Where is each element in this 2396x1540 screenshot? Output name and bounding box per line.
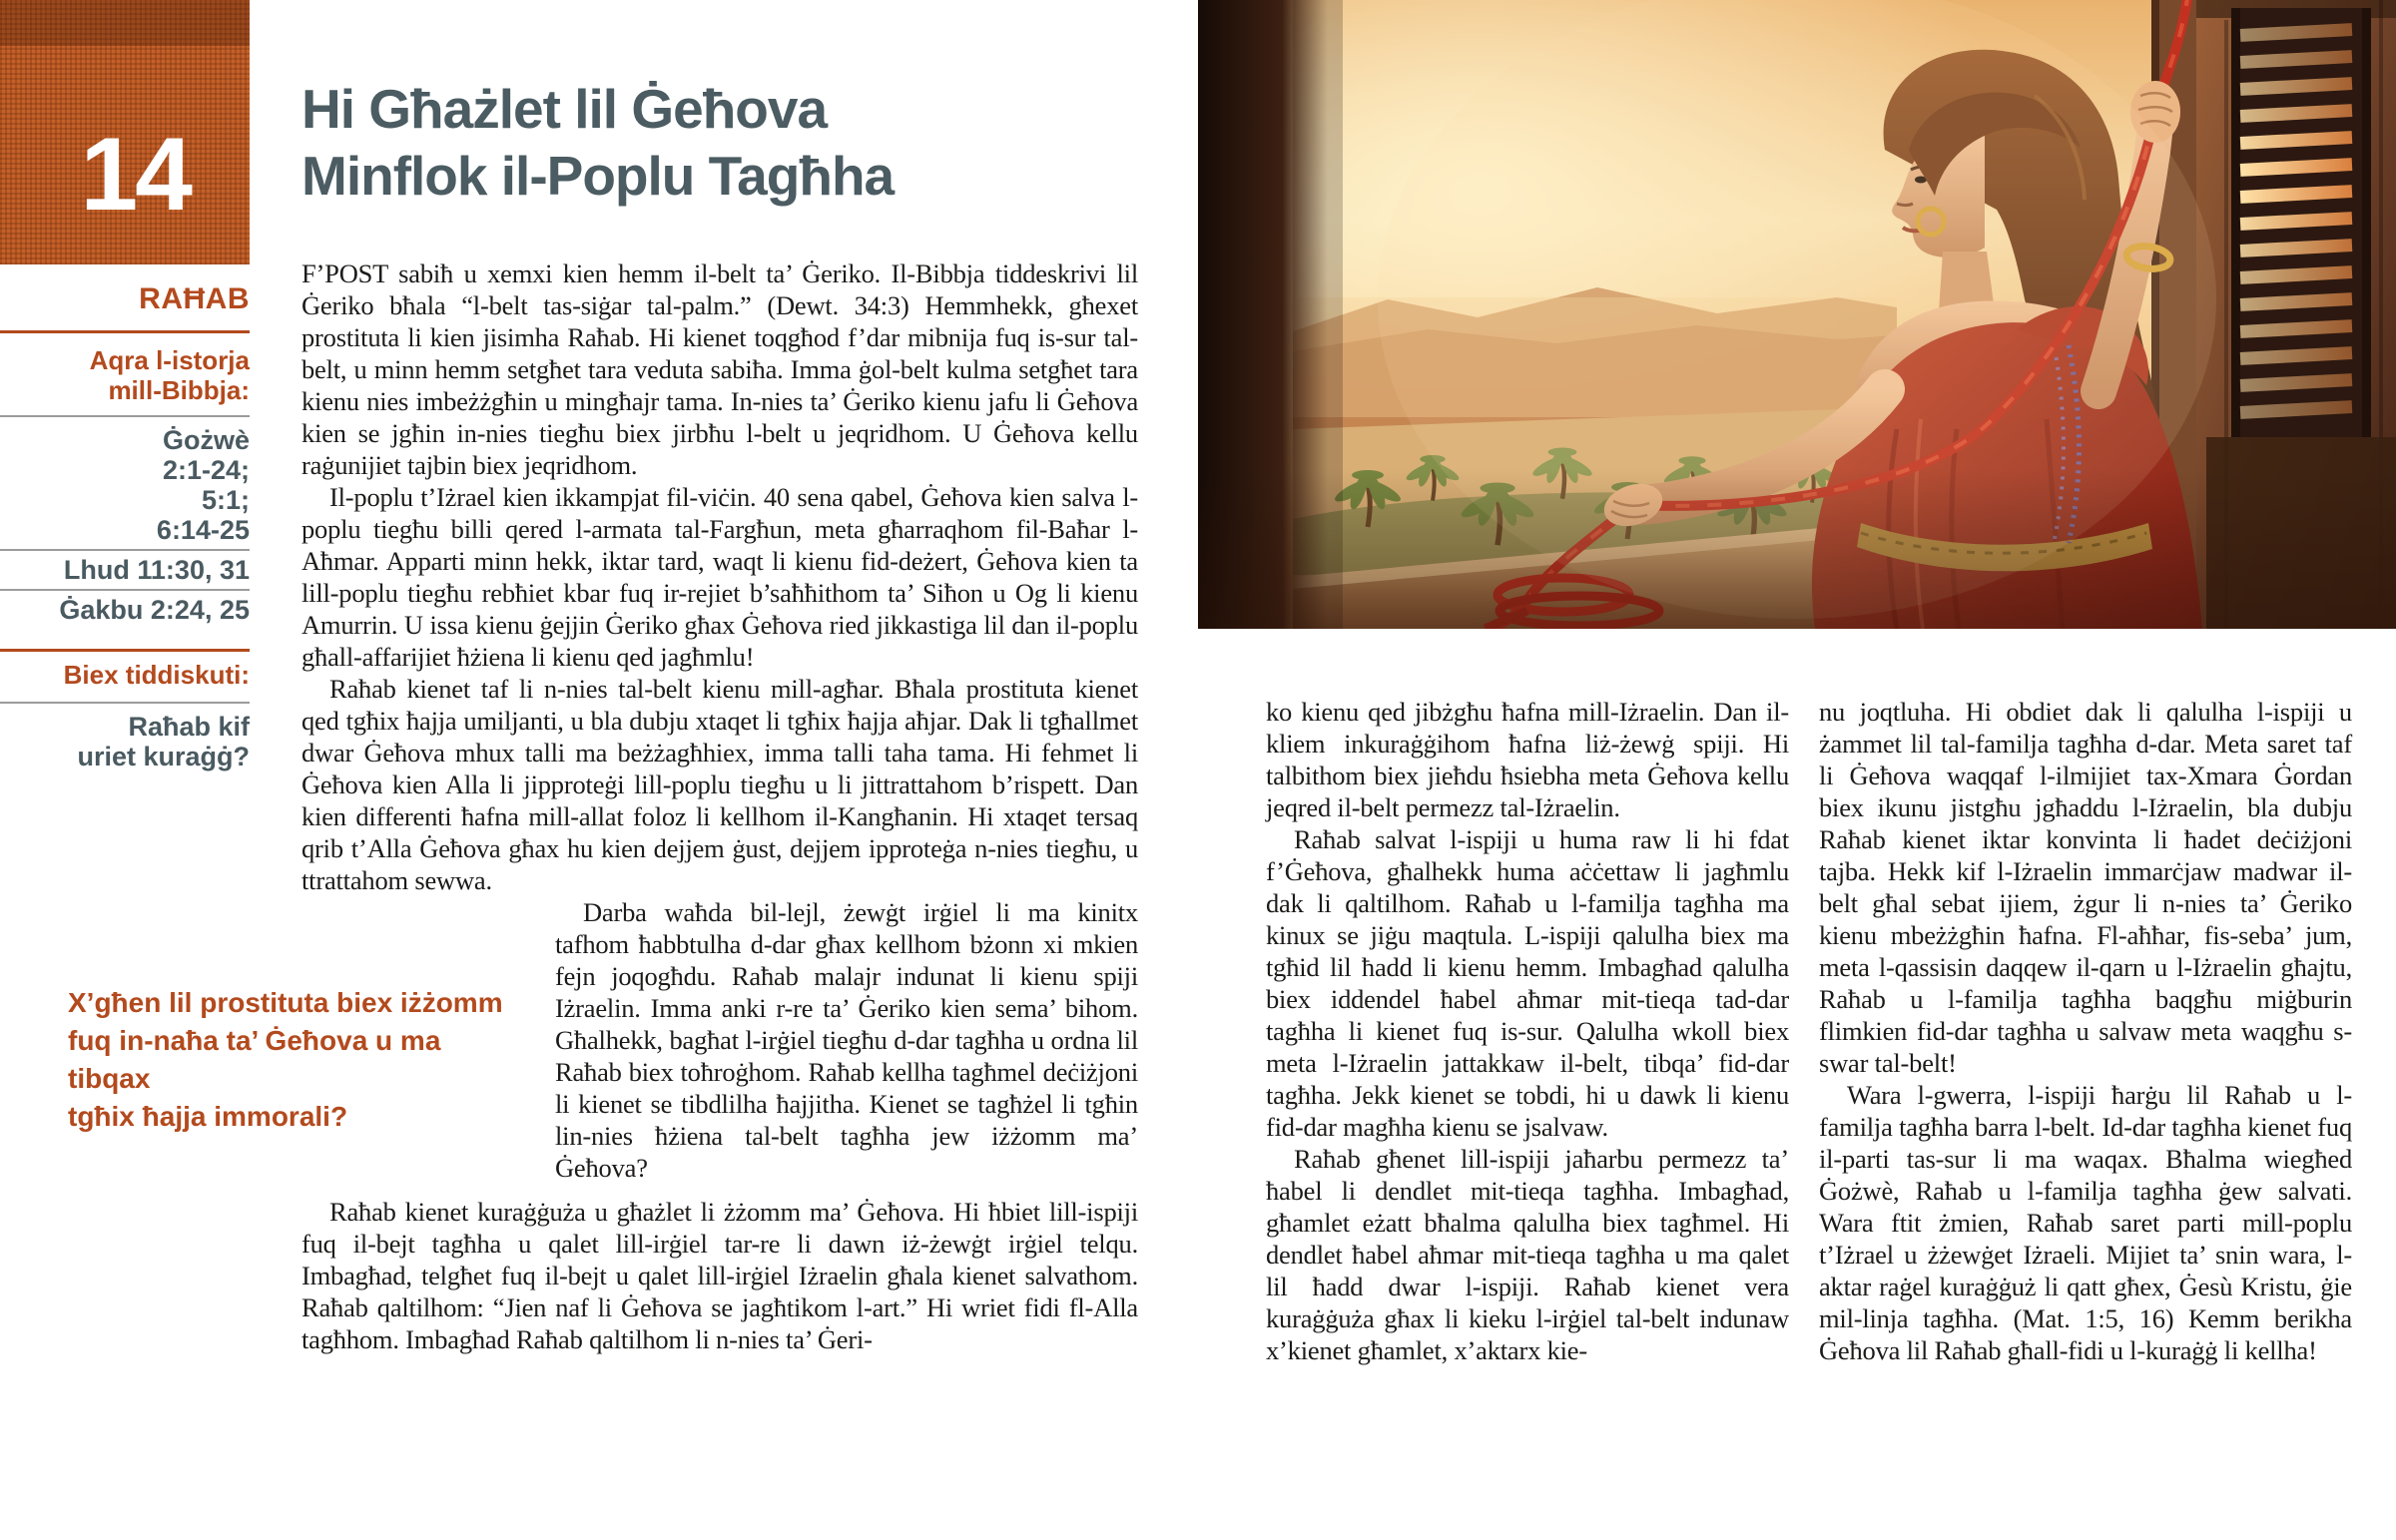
divider <box>0 549 250 551</box>
page-title-line: Minflok il-Poplu Tagħha <box>301 145 895 207</box>
paragraph: ko kienu qed jibżgħu ħafna mill-Iżraelin. Dan il-kliem inkuraġġihom ħafna liż-żewġ spiji. Hi talbithom biex jieħdu ħsiebha meta Ġeħova kellu jeqred il-belt permezz tal-Iżraelin. <box>1266 697 1789 822</box>
paragraph: Wara l-gwerra, l-ispiji ħarġu lil Raħab u l-familja tagħha barra l-belt. Id-dar tagħha kienet fuq il-parti tas-sur li ma waqax. Bħalma wiegħed Ġożwè, Raħab u l-familja tagħha ġew salvati. Wara ftit żmien, Raħab saret parti mill-poplu t’Iżrael u żżewġet Iżraeli. Mijiet ta’ snin wara, l-aktar raġel kuraġġuż li qatt għex, Ġesù Kristu, ġie mil-linja tagħha. (Mat. 1:5, 16) Kemm berikha Ġeħova lil Raħab għall-fidi u l-kuraġġ li kellha! <box>1819 1080 2352 1365</box>
scripture-ref-james: Ġakbu 2:24, 25 <box>59 595 250 625</box>
pull-quote-line: tgħix ħajja immorali? <box>68 1101 348 1132</box>
discussion-question-line: Raħab kif <box>128 712 250 742</box>
pull-quote-line: X’għen lil prostituta biex iżżomm <box>68 987 503 1018</box>
paragraph: Raħab kienet kuraġġuża u għażlet li żżomm ma’ Ġeħova. Hi ħbiet lill-ispiji fuq il-bejt tagħha u qalet lill-irġiel tar-re li dawn iż-żewġt irġiel telqu. Imbagħad, telgħet fuq il-bejt u qalet lill-irġiel Iżraelin għala kienet salvathom. Raħab qaltilhom: “Jien naf li Ġeħova se jagħtikom l-art.” Hi wriet fidi fl-Alla tagħhom. Imbagħad Raħab qaltilhom li n-nies ta’ Ġeri- <box>301 1197 1138 1354</box>
chapter-number: 14 <box>80 117 190 233</box>
read-bible-label-line: mill-Bibbja: <box>108 375 250 405</box>
pull-quote-block <box>68 896 555 1196</box>
discussion-question <box>0 712 250 771</box>
sidebar <box>0 264 250 771</box>
shutter-slats <box>2240 23 2353 419</box>
scripture-ref-line: 5:1; <box>201 485 250 515</box>
person-name: RAĦAB <box>139 282 250 315</box>
paragraph: Raħab għenet lill-ispiji jaħarbu permezz ta’ ħabel li dendlet mit-tieqa tagħha. Imbagħad, għamlet eżatt bħalma qalulha biex tagħmel. Hi dendlet ħabel aħmar mit-tieqa tagħha u ma qalet lil ħadd dwar l-ispiji. Raħab kienet vera kuraġġuża għax li kieku l-irġiel tal-belt indunaw x’kienet għamlet, x’aktarx kie- <box>1266 1144 1789 1365</box>
scripture-ref-line: Ġożwè <box>162 425 250 455</box>
rahab-window-illustration <box>1198 0 2396 629</box>
scripture-ref-line: 2:1-24; <box>162 455 250 485</box>
read-bible-label <box>0 345 250 405</box>
divider <box>0 415 250 417</box>
paragraph: nu joqtluha. Hi obdiet dak li qalulha l-ispiji u żammet lil tal-familja tagħha d-dar. Meta saret taf li Ġeħova waqqaf l-ilmijiet tax-Xmara Ġordan biex ikunu jistgħu jgħaddu l-Iżraelin, bla dubju Raħab kienet iktar konvinta li ħadet deċiżjoni tajba. Hekk kif l-Iżraelin immarċjaw madwar il-belt għal sebat ijiem, żgur li n-nies ta’ Ġeriko kienu mbeżżgħin ħafna. Fl-aħħar, fis-seba’ jum, meta l-qassisin daqqew il-qarn u l-Iżraelin għajtu, Raħab u l-familja tagħha baqgħu miġburin flimkien fid-dar tagħha u salvaw meta waqgħu s-swar tal-belt! <box>1819 697 2352 1078</box>
divider <box>0 649 250 652</box>
paragraph: Raħab kienet taf li n-nies tal-belt kienu mill-agħar. Bħala prostituta kienet qed tgħix ħajja umiljanti, u bla dubju xtaqet li tgħix ħajja aħjar. Dak li tgħallmet dwar Ġeħova mhux talli ma beżżagħhiex, imma talli taha tama. Hi fehmet li Ġeħova kien Alla li jipproteġi lill-poplu tiegħu u li jittrattahom b’rispett. Dan kien differenti ħafna mill-allat foloz li kellhom il-Kangħanin. Hi xtaqet tersaq qrib t’Alla Ġeħova għax hu kien dejjem ġust, dejjem ipproteġa n-nies tiegħu, u ttrattahom sewwa. <box>301 674 1138 895</box>
read-bible-label-line: Aqra l-istorja <box>89 345 250 375</box>
chapter-number-block <box>0 0 250 264</box>
middle-text-column <box>1266 696 1789 1366</box>
page-title-line: Hi Għażlet lil Ġeħova <box>301 78 828 140</box>
paragraph: Raħab salvat l-ispiji u huma raw li hi fdat f’Ġeħova, għalhekk huma aċċettaw li jagħmlu dak li qaltilhom. Raħab u l-familja tagħha ma kinux se jiġu maqtula. L-ispiji qalulha biex ma tgħid lil ħadd li kienu hemm. Imbagħad qalulha biex iddendel ħabel aħmar mit-tieqa tad-dar tagħha li kienet fuq is-sur. Qalulha wkoll biex meta l-Iżraelin jattakkaw il-belt, tibqa’ fid-dar tagħha. Jekk kienet se tobdi, hi u dawk li kienu fid-dar magħha kienu se jsalvaw. <box>1266 824 1789 1142</box>
pull-quote-line: fuq in-naħa ta’ Ġeħova u ma tibqax <box>68 1025 441 1094</box>
discussion-question-line: uriet kuraġġ? <box>77 742 250 771</box>
page-title <box>301 76 894 210</box>
scripture-ref-line: 6:14-25 <box>156 515 250 545</box>
scripture-ref-joshua <box>0 425 250 545</box>
chapter-block-texture-band <box>0 0 250 46</box>
right-text-column <box>1819 696 2352 1366</box>
paragraph: F’POST sabiħ u xemxi kien hemm il-belt ta’ Ġeriko. Il-Bibbja tiddeskrivi lil Ġeriko bħala “l-belt tas-siġar tal-palm.” (Dewt. 34:3) Hemmhekk, għexet prostituta li kien jisimha Raħab. Hi kienet toqgħod f’dar mibnija fuq is-sur tal-belt, u minn hemm setgħet tara veduta sabiħa. Imma ġol-belt kulma setgħet tara kienu nies imbeżżgħin u mingħajr tama. In-nies ta’ Ġeriko kienu jafu li Ġeħova kien se jgħin in-nies tiegħu biex jirbħu l-belt u jeqridhom. U Ġeħova kellu raġunijiet tajbin biex jeqridhom. <box>301 258 1138 480</box>
divider <box>0 330 250 333</box>
scripture-ref-hebrews: Lhud 11:30, 31 <box>63 555 250 585</box>
paragraph: Darba waħda bil-lejl, żewġt irġiel li ma kinitx tafhom ħabbtulha d-dar għax kellhom bżonn xi mkien fejn joqogħdu. Raħab malajr indunat li kienu spiji Iżraelin. Imma anki r-re ta’ Ġeriko kien sema’ bihom. Għalhekk, bagħat l-irġiel tiegħu d-dar tagħha u ordna lil Raħab biex toħroġhom. Raħab kellha tagħmel deċiżjoni li kienet se tibdlilha ħajjitha. Kienet se tagħżel li tgħin lin-nies ħżiena tal-belt tagħha jew iżżomm ma’ Ġeħova? <box>555 897 1138 1183</box>
divider <box>0 702 250 704</box>
discuss-label: Biex tiddiskuti: <box>63 660 250 690</box>
divider <box>0 589 250 591</box>
pull-quote <box>68 896 529 1136</box>
paragraph: Il-poplu t’Iżrael kien ikkampjat fil-viċin. 40 sena qabel, Ġeħova kien salva l-poplu tiegħu billi qered l-armata tal-Fargħun, meta għarraqhom fil-Baħar l-Aħmar. Apparti minn hekk, iktar tard, waqt li kienu fid-deżert, Ġeħova kien ta lill-poplu tiegħu rebħiet kbar fuq ir-rejiet b’saħħithom ta’ Siħon u Og li kienu Amurrin. U issa kienu ġejjin Ġeriko għax Ġeħova ried jikkastiga lil dan il-poplu għall-affarijiet ħżiena li kienu qed jagħmlu! <box>301 482 1138 672</box>
